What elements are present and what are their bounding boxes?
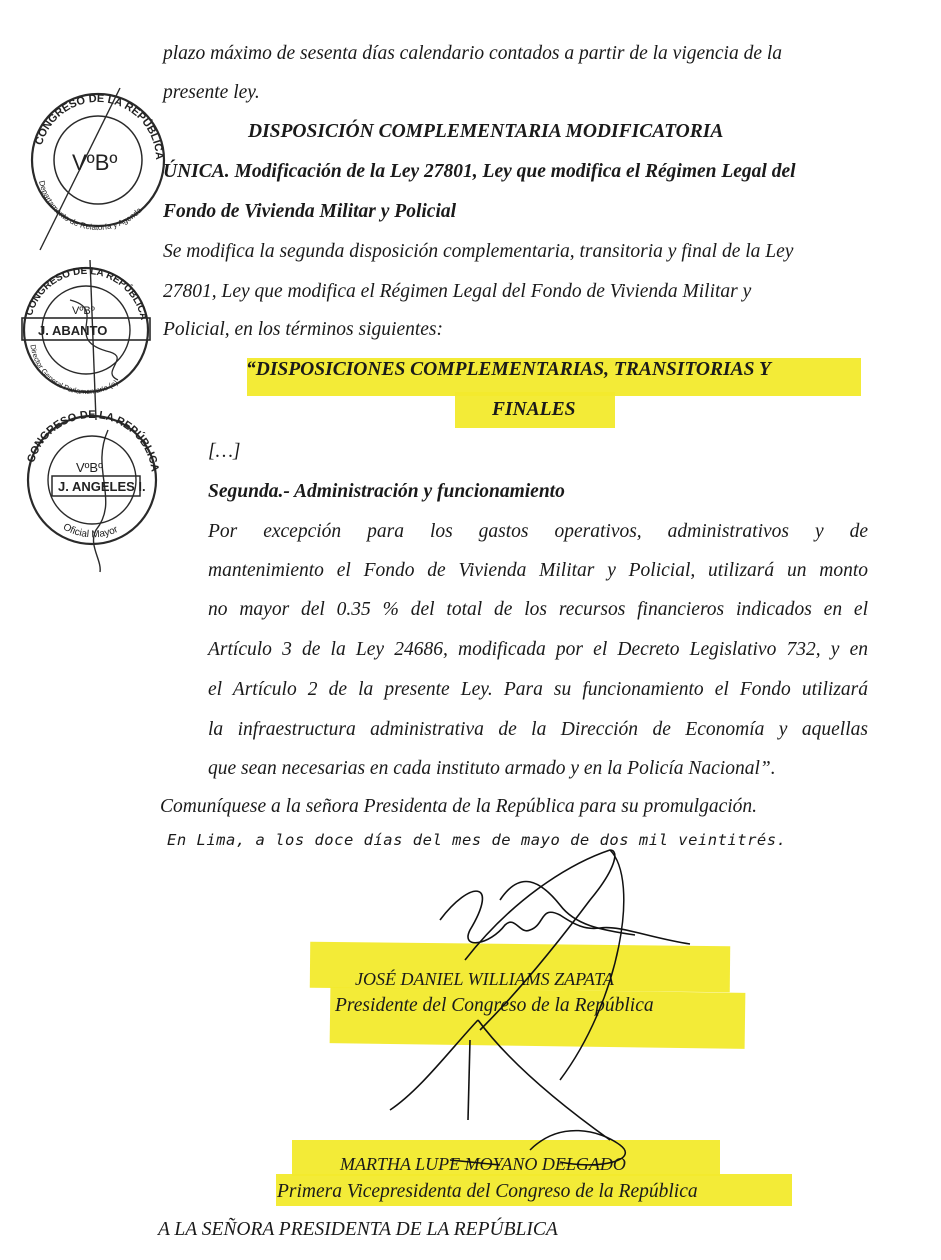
closing-line: Comuníquese a la señora Presidenta de la República para su promulgación. (160, 796, 758, 817)
intro-line: plazo máximo de sesenta días calendario contados a partir de la vigencia de la (163, 43, 783, 64)
quoted-body-line: Artículo 3 de la Ley 24686, modificada por el Decreto Legislativo 732, y en (208, 639, 868, 660)
quoted-heading-line: FINALES (492, 399, 576, 420)
stamp1-center: VºBº (72, 150, 118, 175)
signatory-title: Primera Vicepresidenta del Congreso de la República (277, 1181, 698, 1202)
stamp1-bottom-text: Departamento de Relatoría y Agenda (37, 179, 144, 233)
stamp3-outer-text: CONGRESO DE LA REPÚBLICA (25, 408, 161, 473)
article-body-line: 27801, Ley que modifica el Régimen Legal del Fondo de Vivienda Militar y (163, 281, 752, 302)
quoted-body-line: la infraestructura administrativa de la Dirección de Economía y aquellas (208, 719, 868, 740)
signature-williams (390, 850, 690, 1140)
quoted-body-line: que sean necesarias en cada instituto armado y en la Policía Nacional”. (208, 758, 776, 779)
signature-moyano (450, 850, 625, 1165)
quoted-body-line: no mayor del 0.35 % del total de los recursos financieros indicados en el (208, 599, 868, 620)
quoted-body-line: el Artículo 2 de la presente Ley. Para su funcionamiento el Fondo utilizará (208, 679, 868, 700)
stamp1-outer-text: CONGRESO DE LA REPÚBLICA (33, 92, 166, 161)
ellipsis: […] (208, 441, 241, 462)
stamp2-center: VºBº (72, 305, 95, 317)
addressee: A LA SEÑORA PRESIDENTA DE LA REPÚBLICA (158, 1219, 558, 1240)
article-body-line: Policial, en los términos siguientes: (163, 319, 444, 340)
section-heading: DISPOSICIÓN COMPLEMENTARIA MODIFICATORIA (248, 121, 724, 142)
quoted-body-line: mantenimiento el Fondo de Vivienda Militar y Policial, utilizará un monto (208, 560, 868, 581)
stamp3-bottom-text: Oficial Mayor (61, 521, 120, 541)
quoted-heading-line: “DISPOSICIONES COMPLEMENTARIAS, TRANSITORIAS Y (246, 359, 771, 380)
signatory-name: JOSÉ DANIEL WILLIAMS ZAPATA (355, 969, 614, 989)
quoted-subheading: Segunda.- Administración y funcionamiento (208, 481, 565, 502)
quoted-body-line: Por excepción para los gastos operativos, administrativos y de (208, 521, 868, 542)
stamp2-outer-text: CONGRESO DE LA REPÚBLICA (24, 265, 150, 322)
article-body-line: Se modifica la segunda disposición complementaria, transitoria y final de la Ley (163, 241, 794, 262)
stamp3-name: J. ANGELES I. (58, 479, 146, 494)
signatory-title: Presidente del Congreso de la República (335, 995, 654, 1016)
article-title-line: ÚNICA. Modificación de la Ley 27801, Ley que modifica el Régimen Legal del (163, 161, 796, 182)
handwritten-date: En Lima, a los doce días del mes de mayo de dos mil veintitrés. (167, 831, 787, 849)
stamp3-center: VºBº (76, 460, 103, 475)
signatory-name: MARTHA LUPE MOYANO DELGADO (340, 1154, 626, 1174)
intro-line: presente ley. (163, 82, 260, 103)
stamp2-name: J. ABANTO (38, 323, 108, 338)
article-title-line: Fondo de Vivienda Militar y Policial (163, 201, 457, 222)
stamp2-bottom-text: Director General Parlamentario (e) (28, 343, 120, 397)
